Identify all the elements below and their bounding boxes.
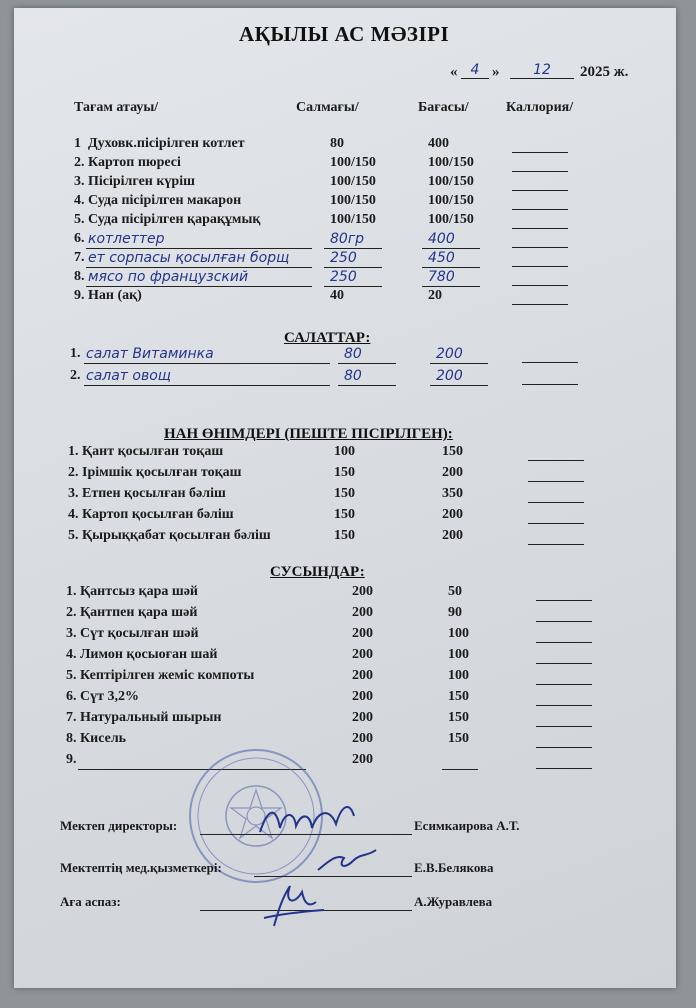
item-name: Кисель — [80, 731, 127, 746]
item-number: 5. — [74, 212, 85, 227]
item-weight: 200 — [352, 647, 373, 662]
calorie-blank — [528, 523, 584, 524]
item-weight: 200 — [352, 605, 373, 620]
calorie-blank — [512, 228, 568, 229]
item-number: 6. — [66, 689, 77, 704]
date-month: 12 — [510, 62, 574, 79]
calorie-blank — [536, 663, 592, 664]
item-weight: 100/150 — [330, 193, 376, 208]
page-title: АҚЫЛЫ АС МӘЗІРІ — [239, 22, 450, 46]
calorie-blank — [528, 460, 584, 461]
item-number: 1. — [70, 346, 81, 361]
item-name: Картоп пюресі — [88, 155, 181, 170]
item-weight: 80 — [344, 346, 362, 362]
calorie-blank — [528, 481, 584, 482]
fill-in-line — [422, 267, 480, 268]
item-price: 200 — [436, 368, 463, 384]
item-price: 100/150 — [428, 174, 474, 189]
item-weight: 100/150 — [330, 212, 376, 227]
item-price: 350 — [442, 486, 463, 501]
item-weight: 80 — [330, 136, 344, 151]
item-name: Етпен қосылған бәліш — [82, 486, 226, 501]
item-price: 450 — [428, 250, 455, 266]
calorie-blank — [536, 684, 592, 685]
item-number: 7. — [74, 250, 85, 265]
item-weight: 100 — [334, 444, 355, 459]
fill-in-line — [422, 248, 480, 249]
item-name: Қырыққабат қосылған бәліш — [82, 528, 271, 543]
item-price: 780 — [428, 269, 455, 285]
fill-in-line — [324, 286, 382, 287]
item-name: Картоп қосылған бәліш — [82, 507, 234, 522]
item-number: 7. — [66, 710, 77, 725]
item-number: 8. — [74, 269, 85, 284]
item-name: Суда пісірілген қарақұмық — [88, 212, 261, 227]
director-signature — [254, 798, 364, 844]
fill-in-line — [86, 248, 312, 249]
calorie-blank — [512, 285, 568, 286]
fill-in-line — [430, 363, 488, 364]
fill-in-line — [324, 248, 382, 249]
header-name: Тағам атауы/ — [74, 100, 159, 115]
item-price: 150 — [448, 731, 469, 746]
item-weight: 200 — [352, 731, 373, 746]
item-weight: 150 — [334, 465, 355, 480]
item-name: Ірімшік қосылған тоқаш — [82, 465, 242, 480]
menu-sheet — [14, 8, 676, 988]
date-open-quote: « — [450, 64, 458, 80]
chef-role: Аға аспаз: — [60, 894, 121, 909]
fill-in-line — [338, 385, 396, 386]
item-name: Қантпен қара шәй — [80, 605, 198, 620]
item-price: 100/150 — [428, 212, 474, 227]
date-close-quote: » — [492, 64, 500, 80]
item-number: 1. — [68, 444, 79, 459]
item-weight: 150 — [334, 507, 355, 522]
item-name: Қант қосылған тоқаш — [82, 444, 224, 459]
calorie-blank — [512, 304, 568, 305]
item-price: 400 — [428, 136, 449, 151]
calorie-blank — [512, 266, 568, 267]
fill-in-line — [86, 267, 312, 268]
calorie-blank — [512, 171, 568, 172]
chef-name: А.Журавлева — [414, 894, 493, 909]
fill-in-line — [324, 267, 382, 268]
director-name: Есимкаирова А.Т. — [414, 818, 520, 833]
fill-in-line — [84, 385, 330, 386]
calorie-blank — [528, 544, 584, 545]
item-name: Сүт қосылған шәй — [80, 626, 199, 641]
item-weight: 80 — [344, 368, 362, 384]
calorie-blank — [512, 152, 568, 153]
item-name: котлеттер — [88, 231, 165, 247]
item-weight: 100/150 — [330, 174, 376, 189]
date-year: 2025 ж. — [580, 64, 629, 80]
item-number: 9. — [74, 288, 85, 303]
item-price: 200 — [442, 465, 463, 480]
item-price: 200 — [442, 507, 463, 522]
salads-heading: САЛАТТАР: — [284, 330, 371, 346]
item-number: 1. — [66, 584, 77, 599]
calorie-blank — [536, 726, 592, 727]
item-weight: 150 — [334, 486, 355, 501]
item-weight: 100/150 — [330, 155, 376, 170]
item-name: Сүт 3,2% — [80, 689, 139, 704]
date-day: 4 — [461, 62, 489, 79]
chef-signature — [254, 872, 334, 932]
item-weight: 200 — [352, 710, 373, 725]
item-name: Лимон қосыоған шай — [80, 647, 218, 662]
item-name: ет сорпасы қосылған борщ — [88, 250, 290, 266]
fill-in-line — [430, 385, 488, 386]
calorie-blank — [536, 621, 592, 622]
medic-name: Е.В.Белякова — [414, 860, 494, 875]
fill-in-line — [442, 769, 478, 770]
item-price: 100/150 — [428, 193, 474, 208]
item-number: 2. — [66, 605, 77, 620]
item-number: 1 — [74, 136, 81, 151]
item-price: 100 — [448, 647, 469, 662]
calorie-blank — [536, 747, 592, 748]
item-number: 2. — [68, 465, 79, 480]
calorie-blank — [536, 705, 592, 706]
item-number: 2. — [74, 155, 85, 170]
fill-in-line — [422, 286, 480, 287]
item-price: 100 — [448, 668, 469, 683]
header-weight: Салмағы/ — [296, 100, 359, 115]
item-number: 9. — [66, 752, 77, 767]
item-number: 5. — [66, 668, 77, 683]
item-name: Кептірілген жеміс компоты — [80, 668, 255, 683]
item-weight: 200 — [352, 689, 373, 704]
calorie-blank — [512, 247, 568, 248]
item-name: Нан (ақ) — [88, 288, 142, 303]
calorie-blank — [536, 642, 592, 643]
item-weight: 40 — [330, 288, 344, 303]
calorie-blank — [522, 362, 578, 363]
item-name: Натуральный шырын — [80, 710, 222, 725]
bakery-heading: НАН ӨНІМДЕРІ (ПЕШТЕ ПІСІРІЛГЕН): — [164, 426, 453, 442]
item-name: Духовк.пісірілген котлет — [88, 136, 245, 151]
item-price: 20 — [428, 288, 442, 303]
item-number: 5. — [68, 528, 79, 543]
header-calories: Каллория/ — [506, 100, 574, 115]
item-number: 8. — [66, 731, 77, 746]
item-weight: 200 — [352, 668, 373, 683]
fill-in-line — [86, 286, 312, 287]
item-price: 200 — [436, 346, 463, 362]
item-price: 50 — [448, 584, 462, 599]
item-weight: 200 — [352, 752, 373, 767]
fill-in-line — [338, 363, 396, 364]
drinks-heading: СУСЫНДАР: — [270, 564, 365, 580]
item-number: 4. — [66, 647, 77, 662]
calorie-blank — [512, 190, 568, 191]
item-number: 6. — [74, 231, 85, 246]
item-name: Қантсыз қара шәй — [80, 584, 198, 599]
item-price: 100/150 — [428, 155, 474, 170]
item-number: 4. — [68, 507, 79, 522]
calorie-blank — [528, 502, 584, 503]
item-weight: 250 — [330, 250, 357, 266]
item-number: 2. — [70, 368, 81, 383]
item-price: 150 — [442, 444, 463, 459]
item-name: салат Витаминка — [86, 346, 214, 362]
item-number: 3. — [74, 174, 85, 189]
item-price: 150 — [448, 689, 469, 704]
medic-role: Мектептің мед.қызметкері: — [60, 860, 222, 875]
item-weight: 150 — [334, 528, 355, 543]
item-price: 400 — [428, 231, 455, 247]
item-number: 3. — [68, 486, 79, 501]
header-price: Бағасы/ — [418, 100, 469, 115]
item-number: 4. — [74, 193, 85, 208]
director-role: Мектеп директоры: — [60, 818, 178, 833]
item-name: Пісірілген күріш — [88, 174, 195, 189]
item-weight: 80гр — [330, 231, 365, 247]
calorie-blank — [536, 768, 592, 769]
item-name: салат овощ — [86, 368, 171, 384]
calorie-blank — [512, 209, 568, 210]
item-weight: 200 — [352, 626, 373, 641]
item-weight: 200 — [352, 584, 373, 599]
calorie-blank — [522, 384, 578, 385]
item-weight: 250 — [330, 269, 357, 285]
item-price: 90 — [448, 605, 462, 620]
fill-in-line — [84, 363, 330, 364]
item-price: 200 — [442, 528, 463, 543]
item-price: 100 — [448, 626, 469, 641]
item-number: 3. — [66, 626, 77, 641]
calorie-blank — [536, 600, 592, 601]
item-name: Суда пісірілген макарон — [88, 193, 242, 208]
item-name: мясо по французский — [88, 269, 249, 285]
item-price: 150 — [448, 710, 469, 725]
